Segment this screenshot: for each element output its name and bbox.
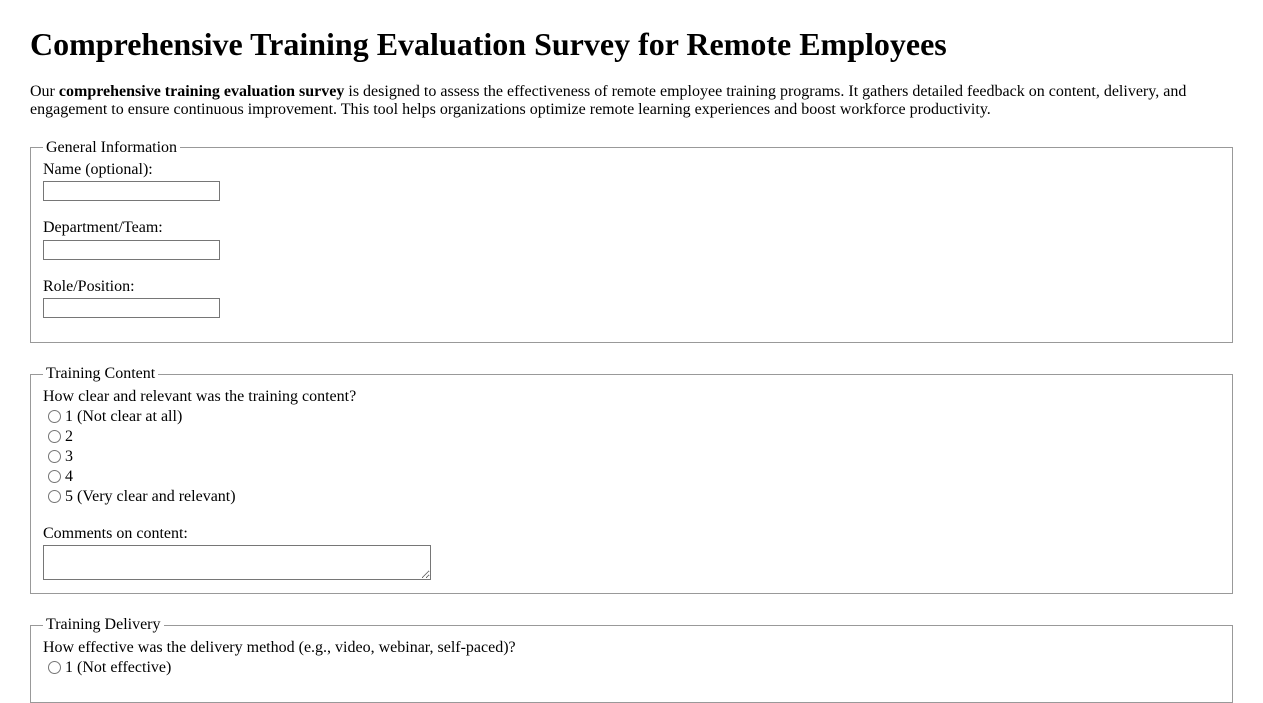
delivery-question: How effective was the delivery method (e.g., video, webinar, self-paced)?: [43, 638, 516, 656]
name-label: Name (optional):: [43, 160, 153, 178]
delivery-rating-group: [43, 658, 1220, 678]
content-rating-3-radio[interactable]: [48, 450, 61, 463]
department-label: Department/Team:: [43, 219, 163, 237]
training-content-legend: Training Content: [46, 365, 156, 383]
intro-paragraph: [30, 83, 1233, 120]
content-rating-row-5: [43, 487, 1220, 507]
content-rating-2-label: 2: [65, 427, 73, 445]
content-rating-row-4: [43, 467, 1220, 487]
content-rating-row-1: [43, 407, 1220, 427]
delivery-rating-1-label: 1 (Not effective): [65, 659, 172, 677]
content-rating-3-label: 3: [65, 447, 73, 465]
content-rating-4-radio[interactable]: [48, 470, 61, 483]
content-comments-label: Comments on content:: [43, 524, 188, 542]
content-rating-5-label: 5 (Very clear and relevant): [65, 487, 236, 505]
training-delivery-legend: Training Delivery: [46, 616, 161, 634]
name-input[interactable]: [43, 181, 220, 201]
content-comments-textarea[interactable]: [43, 545, 431, 580]
role-label: Role/Position:: [43, 277, 135, 295]
content-rating-group: [43, 407, 1220, 507]
intro-bold-phrase: comprehensive training evaluation survey: [58, 82, 345, 100]
content-comments-field: [43, 525, 1220, 580]
role-input[interactable]: [43, 298, 220, 318]
training-delivery-section: [30, 616, 1233, 703]
intro-prefix: Our: [30, 82, 59, 100]
content-rating-2-radio[interactable]: [48, 430, 61, 443]
content-question: How clear and relevant was the training content?: [43, 387, 357, 405]
content-rating-row-3: [43, 447, 1220, 467]
content-rating-4-label: 4: [65, 467, 73, 485]
general-information-legend: General Information: [46, 138, 178, 156]
general-information-section: [30, 139, 1233, 344]
content-rating-5-radio[interactable]: [48, 490, 61, 503]
content-rating-row-2: [43, 427, 1220, 447]
department-input[interactable]: [43, 240, 220, 260]
content-rating-1-label: 1 (Not clear at all): [65, 407, 183, 425]
role-field: [43, 278, 1220, 318]
page-title: Comprehensive Training Evaluation Survey for Remote Employees: [30, 26, 947, 62]
training-content-section: [30, 365, 1233, 594]
content-rating-1-radio[interactable]: [48, 410, 61, 423]
delivery-rating-row-1: [43, 658, 1220, 678]
name-field: [43, 161, 1220, 201]
department-field: [43, 219, 1220, 259]
delivery-rating-1-radio[interactable]: [48, 661, 61, 674]
intro-rest: is designed to assess the effectiveness of remote employee training programs. It gathers detailed feedback on content, delivery, and engagement to ensure continuous improvement. This tool helps organizations optimize remote learning experiences and boost workforce productivity.: [30, 82, 1187, 119]
